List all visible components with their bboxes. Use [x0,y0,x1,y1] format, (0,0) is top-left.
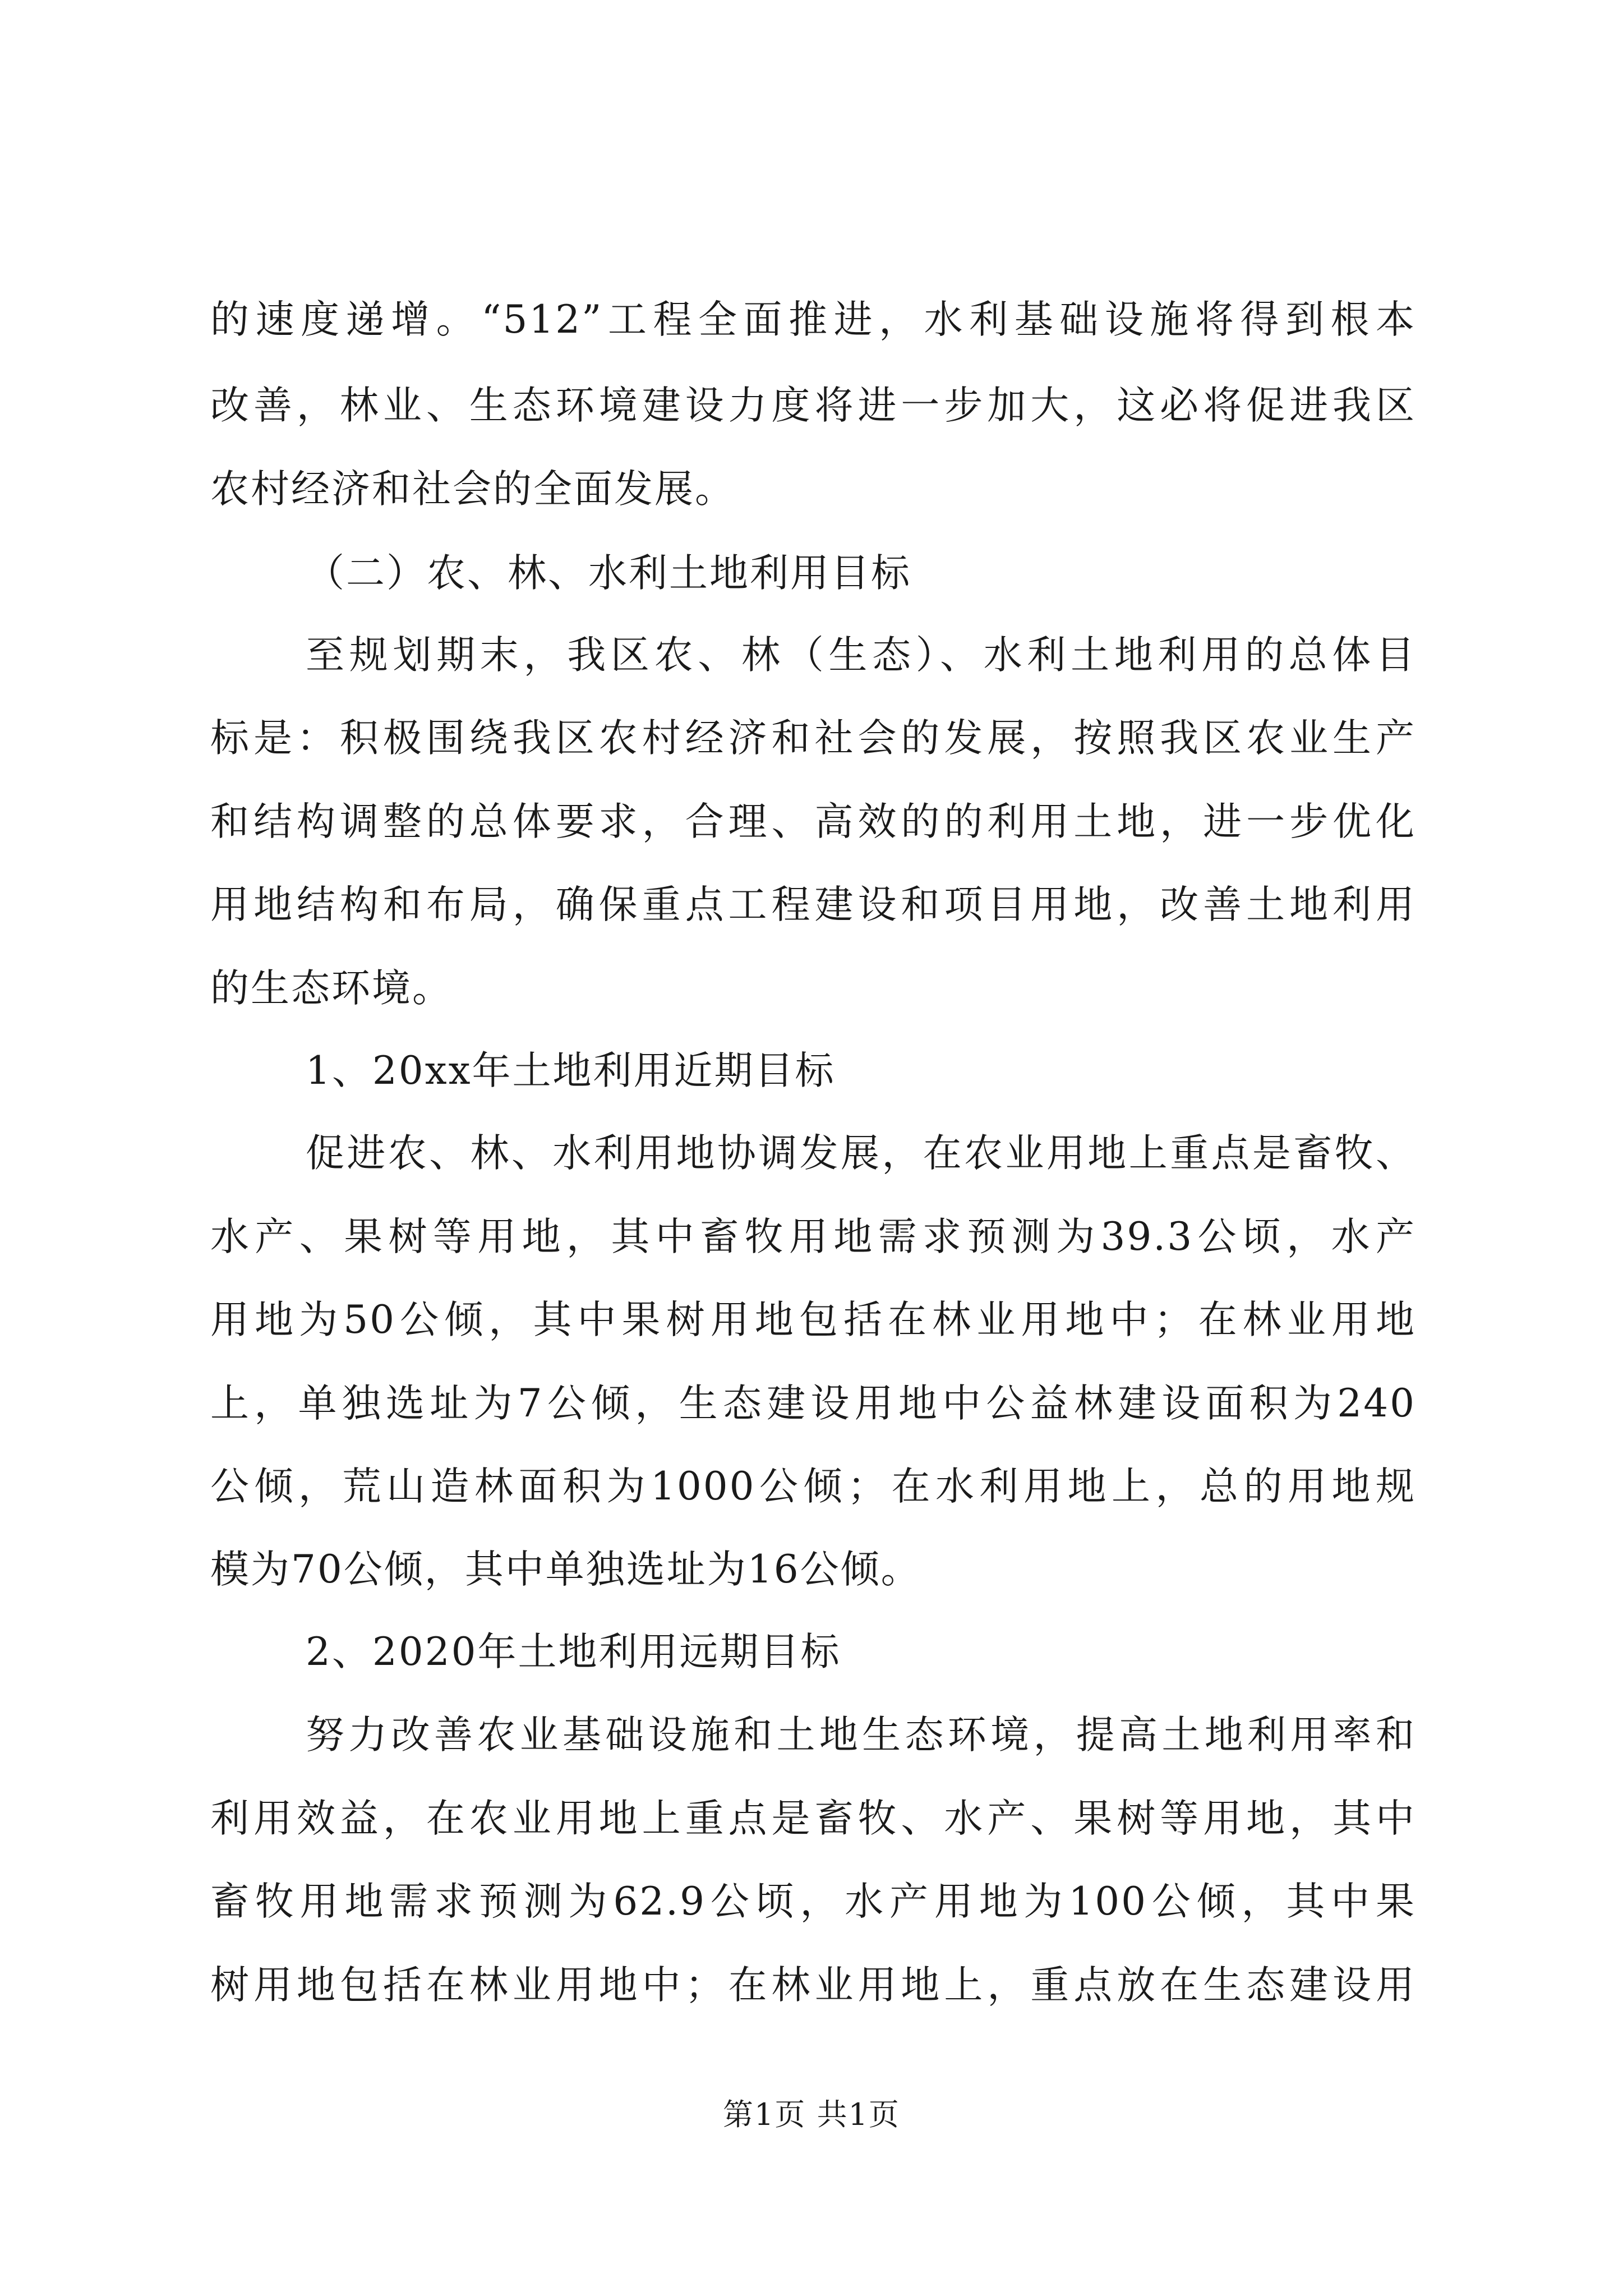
text-line: 水产、果树等用地，其中畜牧用地需求预测为39.3公顷，水产 [210,1214,1416,1259]
text-line: 的速度递增。“512”工程全面推进，水利基础设施将得到根本 [210,297,1416,342]
paragraph-first-line: 促进农、林、水利用地协调发展，在农业用地上重点是畜牧、 [306,1131,1416,1176]
subsection-heading: 2、2020年土地利用远期目标 [306,1630,841,1674]
paragraph-first-line: 至规划期末，我区农、林（生态）、水利土地利用的总体目 [306,633,1416,678]
subsection-heading: 1、20xx年土地利用近期目标 [306,1048,836,1093]
text-line: 畜牧用地需求预测为62.9公顷，水产用地为100公倾，其中果 [210,1879,1416,1924]
text-line: 公倾，荒山造林面积为1000公倾；在水利用地上，总的用地规 [210,1464,1416,1509]
text-line: 利用效益，在农业用地上重点是畜牧、水产、果树等用地，其中 [210,1796,1416,1841]
text-line: 和结构调整的总体要求，合理、高效的的利用土地，进一步优化 [210,799,1416,844]
section-heading: （二）农、林、水利土地利用目标 [306,551,911,596]
text-line: 上，单独选址为7公倾，生态建设用地中公益林建设面积为240 [210,1381,1416,1426]
text-line: 用地结构和布局，确保重点工程建设和项目用地，改善土地利用 [210,882,1416,927]
text-line: 农村经济和社会的全面发展。 [210,467,735,512]
text-line: 的生态环境。 [210,966,453,1011]
text-line: 用地为50公倾，其中果树用地包括在林业用地中；在林业用地 [210,1297,1416,1342]
text-line: 树用地包括在林业用地中；在林业用地上，重点放在生态建设用 [210,1963,1416,2008]
paragraph-first-line: 努力改善农业基础设施和土地生态环境，提高土地利用率和 [306,1713,1416,1757]
text-line: 标是：积极围绕我区农村经济和社会的发展，按照我区农业生产 [210,716,1416,761]
text-line: 改善，林业、生态环境建设力度将进一步加大，这必将促进我区 [210,383,1416,428]
page-footer: 第1页 共1页 [723,2097,900,2132]
text-line: 模为70公倾，其中单独选址为16公倾。 [210,1547,921,1592]
